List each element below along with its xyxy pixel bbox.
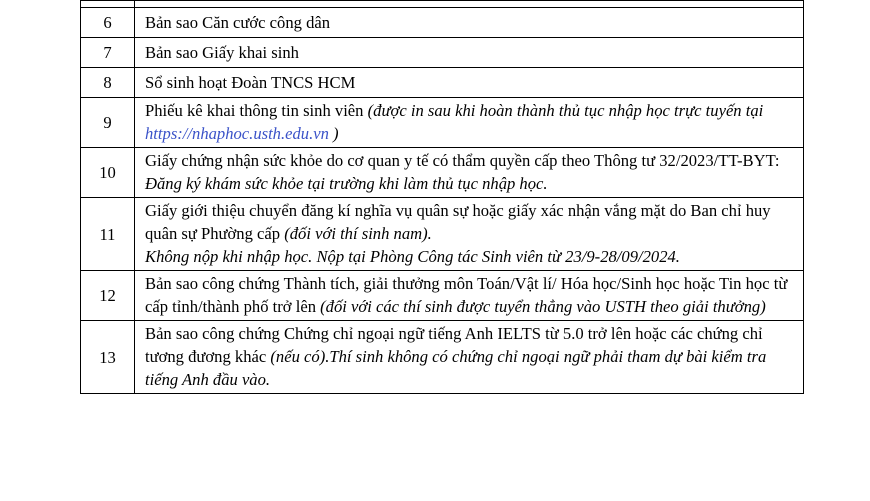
- description-text: Giấy chứng nhận sức khỏe do cơ quan y tế có thẩm quyền cấp theo Thông tư 32/2023/TT-BYT:: [145, 151, 780, 170]
- description-text: Bản sao Giấy khai sinh: [145, 42, 299, 62]
- row-number: 10: [81, 148, 135, 198]
- registration-link[interactable]: https://nhaphoc.usth.edu.vn: [145, 124, 329, 143]
- row-description: [135, 68, 804, 98]
- row-description: [135, 38, 804, 68]
- table-row: [81, 38, 804, 68]
- description-note-italic: (đối với thí sinh nam).: [284, 224, 432, 243]
- table-row: [81, 198, 804, 271]
- description-note-italic: (nếu có).Thí sinh không có chứng chỉ ngoại ngữ phải tham dự bài kiểm tra tiếng Anh đầu vào.: [145, 347, 767, 389]
- submission-note: Không nộp khi nhập học. Nộp tại Phòng Công tác Sinh viên từ 23/9-28/09/2024.: [145, 247, 680, 266]
- row-number: 7: [81, 38, 135, 68]
- table-row: [81, 271, 804, 321]
- row-description-cell: [135, 1, 804, 8]
- description-note-italic-end: ): [328, 124, 339, 143]
- row-number: 13: [81, 321, 135, 394]
- description-text: Giấy giới thiệu chuyển đăng kí nghĩa vụ quân sự hoặc giấy xác nhận vắng mặt do Ban chỉ huy quân sự Phường cấp: [145, 201, 771, 243]
- table-row: [81, 8, 804, 38]
- description-text: Bản sao Căn cước công dân: [145, 12, 331, 32]
- table-row: [81, 68, 804, 98]
- table-row: [81, 98, 804, 148]
- row-number: 11: [81, 198, 135, 271]
- row-number: 12: [81, 271, 135, 321]
- row-description: [135, 98, 804, 148]
- table-row: [81, 148, 804, 198]
- description-text: Bản sao công chứng Thành tích, giải thưởng môn Toán/Vật lí/ Hóa học/Sinh học hoặc Tin học từ cấp tỉnh/thành phố trở lên: [145, 274, 788, 316]
- row-number-cell: [81, 1, 135, 8]
- row-number: 8: [81, 68, 135, 98]
- row-description: [135, 271, 804, 321]
- description-text: Bản sao công chứng Chứng chỉ ngoại ngữ tiếng Anh IELTS từ 5.0 trở lên hoặc các chứng chỉ tương đương khác: [145, 324, 763, 366]
- description-note-italic: (được in sau khi hoàn thành thủ tục nhập học trực tuyến tại: [367, 101, 764, 120]
- row-number: 9: [81, 98, 135, 148]
- documents-table: [80, 0, 804, 394]
- description-text: Sổ sinh hoạt Đoàn TNCS HCM: [145, 72, 356, 92]
- description-note-italic: (đối với các thí sinh được tuyển thẳng vào USTH theo giải thưởng): [320, 297, 766, 316]
- description-note-italic: Đăng ký khám sức khỏe tại trường khi làm thủ tục nhập học.: [145, 174, 548, 193]
- row-description: [135, 8, 804, 38]
- table-row: [81, 321, 804, 394]
- row-description: [135, 321, 804, 394]
- row-description: [135, 148, 804, 198]
- description-text: Phiếu kê khai thông tin sinh viên: [145, 101, 368, 120]
- row-number: 6: [81, 8, 135, 38]
- table-row-previous: [81, 1, 804, 8]
- row-description: [135, 198, 804, 271]
